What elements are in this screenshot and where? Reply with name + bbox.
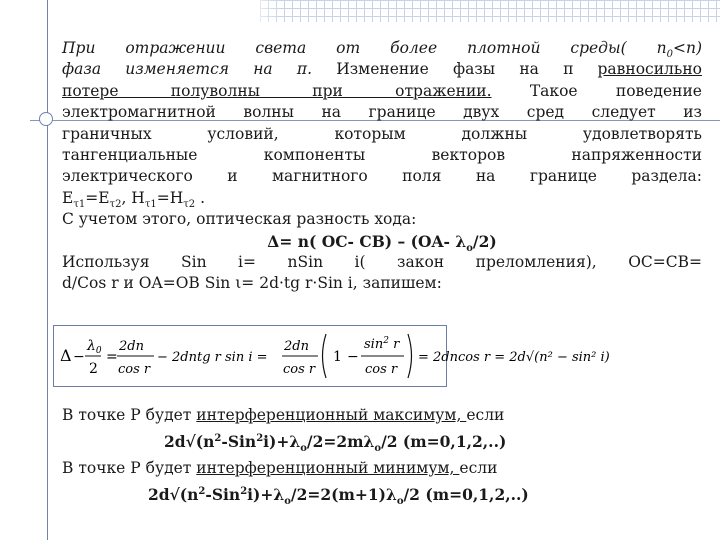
text-line-2 [62, 59, 702, 80]
formula-svg [54, 326, 610, 386]
text-span: если [459, 459, 498, 477]
left-paren-icon [323, 334, 327, 378]
formula-minus: − [73, 349, 85, 365]
right-paren-icon [408, 334, 412, 378]
text-span: /2 (m=0,1,2,..) [381, 431, 507, 451]
text-span: /2 (m=0,1,2,..) [403, 484, 529, 504]
subscript: 0 [666, 49, 673, 61]
subscript: τ2 [183, 198, 196, 210]
text-line-11: Используя Sin i= nSin i( закон преломления), OC=CB= [62, 253, 702, 272]
underlined-text: потере полуволны при отражении. [62, 81, 492, 100]
text-line-9: С учетом этого, оптическая разность хода: [62, 210, 417, 229]
formula-two: 2 [89, 361, 98, 377]
text-line-6: тангенциальные компоненты векторов напряженности [62, 146, 702, 165]
subscript: τ1 [73, 198, 86, 210]
formula-delta: Δ [60, 346, 72, 365]
formula-tail: = 2dncos r = 2d√(n² − sin² i) [418, 350, 610, 365]
minimum-formula [62, 482, 702, 509]
maximum-formula [62, 429, 702, 456]
text-span: Изменение фазы на π [336, 60, 598, 79]
text-span: =E [85, 188, 110, 207]
subscript: o [300, 442, 307, 454]
subscript: o [284, 495, 291, 507]
formula-num2: 2dn [284, 339, 309, 354]
subscript: o [374, 442, 382, 454]
formula-sin2r: $\sin^2 r$ [364, 336, 400, 352]
text-span: <n) [672, 39, 702, 57]
text-span: E [62, 188, 74, 207]
text-line-7: электрического и магнитного поля на границе раздела: [62, 167, 702, 186]
text-span: 2d√(n [164, 431, 215, 451]
path-difference-formula [62, 231, 702, 252]
text-span: i)+λ [247, 484, 285, 504]
grid-fade [240, 0, 280, 22]
text-span: фаза изменяется на π. [62, 60, 337, 79]
formula-den3: cos r [365, 362, 398, 377]
subscript: τ1 [144, 198, 157, 210]
decorative-grid [260, 0, 720, 22]
decorative-vertical-line [47, 0, 48, 540]
formula-den: cos r [118, 362, 151, 377]
text-line-5: граничных условий, которым должны удовлетворять [62, 124, 702, 143]
text-line-4: электромагнитной волны на границе двух сред следует из [62, 103, 702, 122]
text-span: /2=2mλ [306, 431, 375, 451]
text-span: /2) [472, 231, 497, 251]
text-span: если [466, 406, 505, 424]
text-span: , H [121, 188, 145, 207]
interference-conditions [62, 402, 702, 508]
superscript: 2 [256, 432, 264, 444]
text-span: Δ= n( OC- CB) – (OA- λ [267, 231, 467, 251]
text-span: В точке Р будет [62, 406, 197, 424]
slide-body-text [62, 38, 702, 295]
text-span: -Sin [205, 484, 241, 504]
text-span: 2d√(n [148, 484, 199, 504]
subscript: o [466, 242, 473, 254]
minimum-condition-line [62, 455, 702, 482]
underlined-text: равносильно [597, 60, 702, 79]
text-span: При отражении света от более плотной среды( n [62, 39, 667, 57]
text-line-1 [62, 38, 702, 59]
boundary-conditions-line [62, 188, 702, 209]
formula-mid: − 2dntg r sin i = [157, 350, 268, 365]
text-span: i)+λ [263, 431, 301, 451]
text-line-3 [62, 81, 702, 102]
decorative-ring-icon [39, 112, 53, 126]
text-span: В точке Р будет [62, 459, 197, 477]
text-span: . [195, 188, 206, 207]
superscript: 2 [214, 432, 222, 444]
formula-box [53, 325, 610, 387]
maximum-condition-line [62, 402, 702, 429]
superscript: 2 [198, 485, 206, 497]
text-span: =H [156, 188, 184, 207]
formula-minus2: − [347, 349, 359, 365]
formula-one: 1 [333, 349, 342, 365]
formula-eq: = [106, 349, 118, 365]
formula-den2: cos r [283, 362, 316, 377]
text-line-12: d/Cos r и OA=OB Sin ι= 2d·tg r·Sin i, запишем: [62, 274, 442, 293]
subscript: τ2 [109, 198, 122, 210]
underlined-text: интерференционный максимум, [196, 406, 467, 424]
formula-num1: 2dn [119, 339, 144, 354]
superscript: 2 [240, 485, 248, 497]
subscript: o [396, 495, 404, 507]
formula-lambda: $\lambda_0$ [87, 338, 102, 356]
text-span: -Sin [221, 431, 257, 451]
text-span: /2=2(m+1)λ [290, 484, 397, 504]
text-span: Такое поведение [491, 81, 702, 100]
underlined-text: интерференционный минимум, [196, 459, 460, 477]
